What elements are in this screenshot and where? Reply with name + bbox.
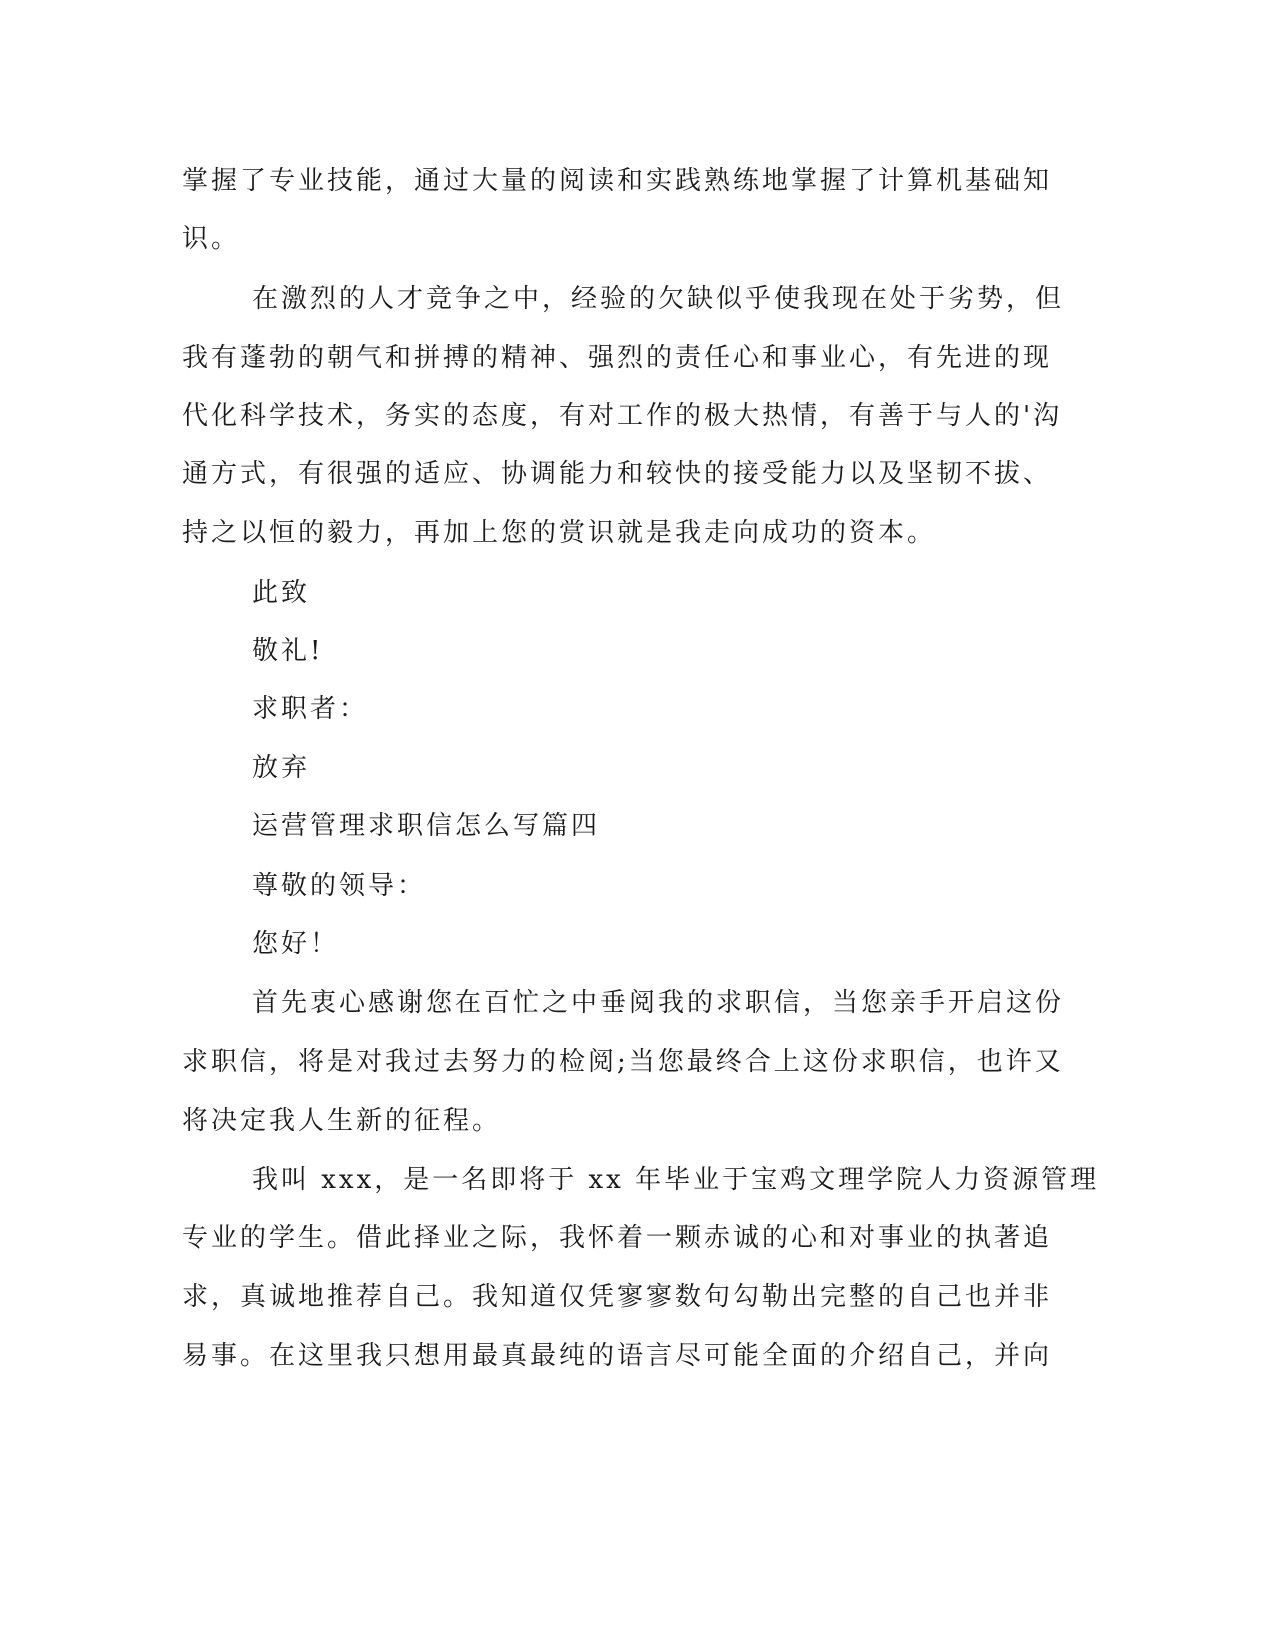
greeting-hello: 您好！	[252, 929, 340, 959]
text-line: 识。	[182, 224, 241, 254]
section-title: 运营管理求职信怎么写篇四	[252, 811, 601, 841]
text-line: 在激烈的人才竞争之中，经验的欠缺似乎使我现在处于劣势，但	[252, 284, 1065, 314]
text-line: 持之以恒的毅力，再加上您的赏识就是我走向成功的资本。	[182, 518, 937, 548]
text-line: 专业的学生。借此择业之际，我怀着一颗赤诚的心和对事业的执著追	[182, 1223, 1053, 1253]
text-line: 求职信，将是对我过去努力的检阅;当您最终合上这份求职信，也许又	[182, 1047, 1064, 1077]
text-line: 代化科学技术，务实的态度，有对工作的极大热情，有善于与人的'沟	[182, 401, 1063, 431]
signature-name: 放弃	[252, 753, 311, 783]
text-line: 易事。在这里我只想用最真最纯的语言尽可能全面的介绍自己，并向	[182, 1341, 1053, 1371]
closing-regards: 敬礼!	[252, 636, 324, 666]
text-line: 我叫 xxx，是一名即将于 xx 年毕业于宝鸡文理学院人力资源管理	[252, 1165, 1100, 1195]
text-line: 我有蓬勃的朝气和拼搏的精神、强烈的责任心和事业心，有先进的现	[182, 343, 1053, 373]
text-line: 掌握了专业技能，通过大量的阅读和实践熟练地掌握了计算机基础知	[182, 166, 1053, 196]
text-line: 首先衷心感谢您在百忙之中垂阅我的求职信，当您亲手开启这份	[252, 988, 1065, 1018]
text-line: 将决定我人生新的征程。	[182, 1106, 502, 1136]
text-line: 求，真诚地推荐自己。我知道仅凭寥寥数句勾勒出完整的自己也并非	[182, 1282, 1053, 1312]
closing-salutation: 此致	[252, 578, 311, 608]
text-line: 通方式，有很强的适应、协调能力和较快的接受能力以及坚韧不拔、	[182, 459, 1053, 489]
greeting: 尊敬的领导：	[252, 871, 427, 901]
signature-label: 求职者：	[252, 694, 369, 724]
